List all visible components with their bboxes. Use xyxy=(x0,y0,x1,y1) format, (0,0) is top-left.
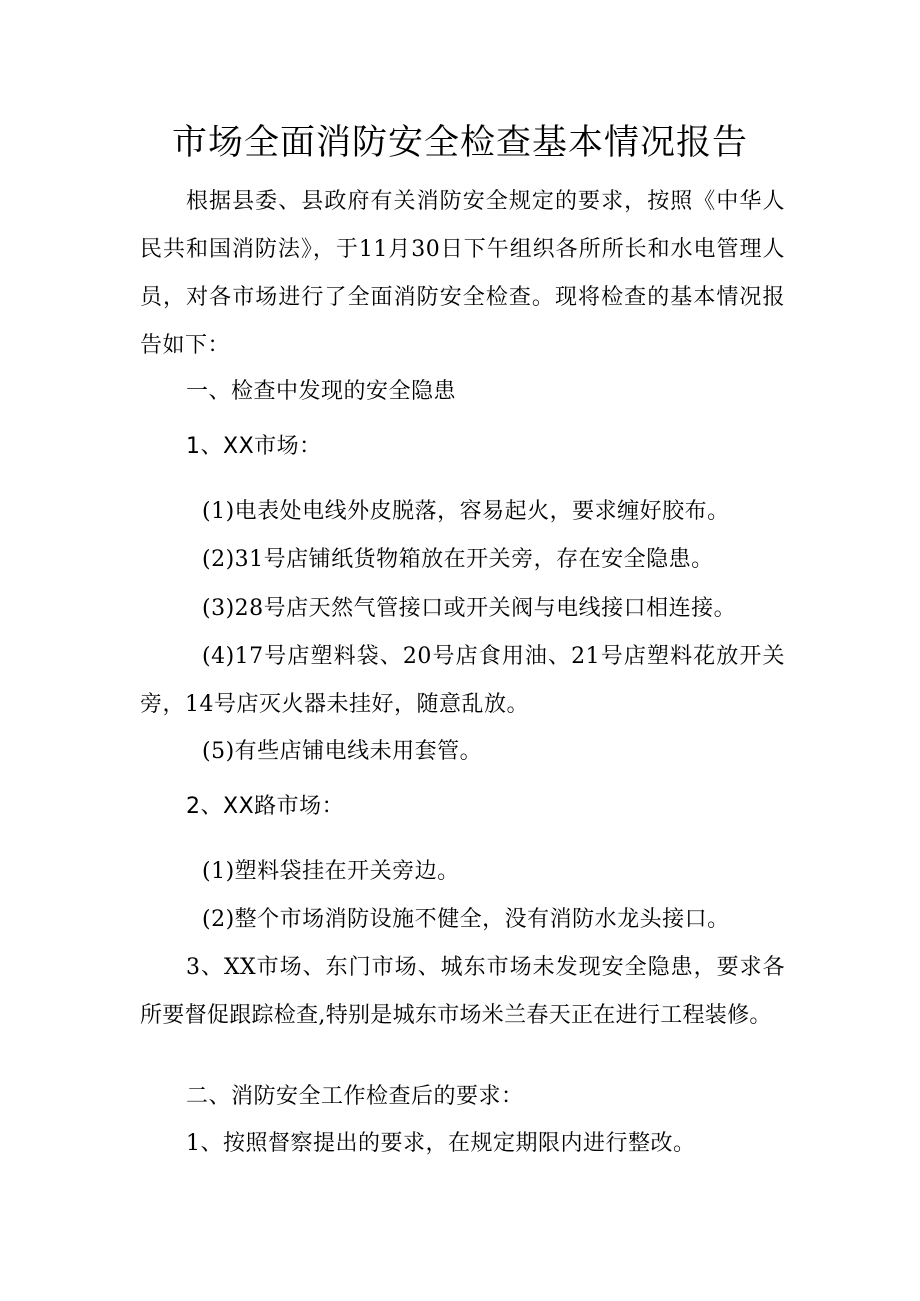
section-heading-hazards: 一、检查中发现的安全隐患 xyxy=(186,379,457,404)
market-heading-xx: 1、XX市场： xyxy=(186,434,322,459)
document-title: 市场全面消防安全检查基本情况报告 xyxy=(171,123,748,163)
requirement-item-1: 1、按照督察提出的要求，在规定期限内进行整改。 xyxy=(186,1131,696,1156)
hazard-item-3: (3)28号店天然气管接口或开关阀与电线接口相连接。 xyxy=(202,596,737,621)
intro-paragraph: 根据县委、县政府有关消防安全规定的要求，按照《中华人民共和国消防法》，于11月30日下午组织各所所长和水电管理人员，对各市场进行了全面消防安全检查。现将检查的基本情况报告如下： xyxy=(140,189,785,358)
hazard-item-1: (1)电表处电线外皮脱落，容易起火，要求缠好胶布。 xyxy=(202,499,730,524)
hazard-item-2: (2)31号店铺纸货物箱放在开关旁，存在安全隐患。 xyxy=(202,547,714,572)
market-heading-xx-road: 2、XX路市场： xyxy=(186,794,345,819)
section-heading-requirements: 二、消防安全工作检查后的要求： xyxy=(186,1084,524,1109)
road-market-item-1: (1)塑料袋挂在开关旁边。 xyxy=(202,859,460,884)
hazard-item-4: (4)17号店塑料袋、20号店食用油、21号店塑料花放开关旁，14号店灭火器未挂好，随意乱放。 xyxy=(140,644,785,717)
road-market-item-2: (2)整个市场消防设施不健全，没有消防水龙头接口。 xyxy=(202,907,730,932)
hazard-item-5: (5)有些店铺电线未用套管。 xyxy=(202,739,483,764)
market-3-paragraph: 3、XX市场、东门市场、城东市场未发现安全隐患，要求各所要督促跟踪检查,特别是城东市场米兰春天正在进行工程装修。 xyxy=(140,955,785,1028)
